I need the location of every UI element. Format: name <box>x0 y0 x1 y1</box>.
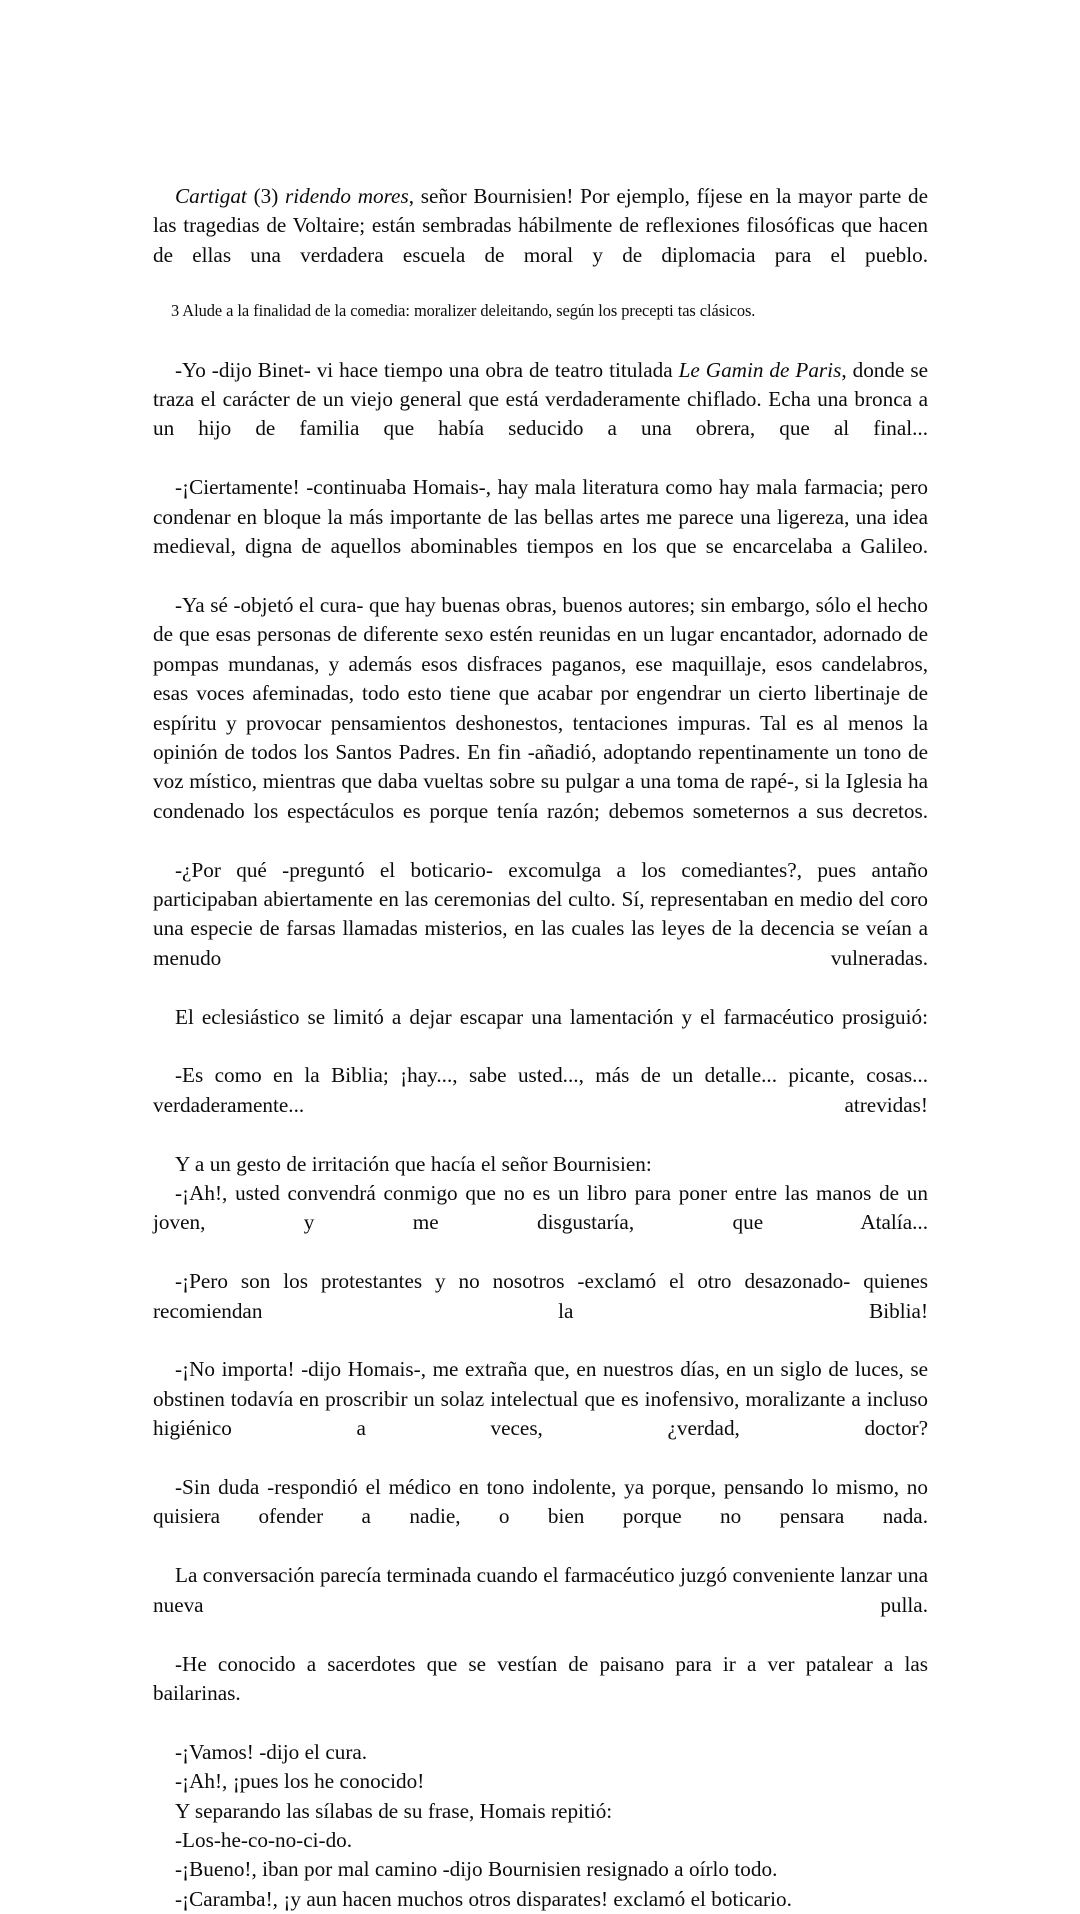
inline-roman-footnote-marker: (3) <box>246 184 286 208</box>
paragraph-no-importa: -¡No importa! -dijo Homais-, me extraña que, en nuestros días, en un siglo de luces, se obstinen todavía en proscribir un solaz intelectual que es inofensivo, moralizante a incluso higiénico a veces, ¿verdad, doctor? <box>153 1357 928 1441</box>
text-column <box>153 182 928 1914</box>
footnote-3: 3 Alude a la finalidad de la comedia: moralizer deleitando, según los precepti tas clásicos. <box>171 300 756 320</box>
paragraph-eclesiastico: El eclesiástico se limitó a dejar escapar una lamentación y el farmacéutico prosiguió: <box>175 1004 928 1029</box>
paragraph-ciertamente: -¡Ciertamente! -continuaba Homais-, hay mala literatura como hay mala farmacia; pero condenar en bloque la más importante de las bellas artes me parece una ligereza, una idea medieval, digna de aquellos abominables tiempos en los que se encarcelaba a Galileo. <box>153 475 928 559</box>
paragraph-vamos: -¡Vamos! -dijo el cura. <box>175 1739 368 1764</box>
paragraph-cartigat <box>153 182 928 300</box>
paragraph-binet <box>153 356 928 474</box>
paragraph-conversacion: La conversación parecía terminada cuando el farmacéutico juzgó conveniente lanzar una nueva pulla. <box>153 1563 928 1617</box>
paragraph-los-he-conocido: -Los-he-co-no-ci-do. <box>175 1827 353 1852</box>
inline-italic-ridendo-mores: ridendo mores <box>285 184 409 208</box>
paragraph-ya-se: -Ya sé -objetó el cura- que hay buenas obras, buenos autores; sin embargo, sólo el hecho de que esas personas de diferente sexo estén reunidas en un lugar encantador, adornado de pompas mundanas, y además esos disfraces paganos, ese maquillaje, esos candelabros, esas voces afeminadas, todo esto tiene que acabar por engendrar un cierto libertinaje de espíritu y provocar pensamientos deshonestos, tentaciones impuras. Tal es al menos la opinión de todos los Santos Padres. En fin -añadió, adoptando repentinamente un tono de voz místico, mientras que daba vueltas sobre su pulgar a una toma de rapé-, si la Iglesia ha condenado los espectáculos es porque tenía razón; debemos someternos a sus decretos. <box>153 592 928 823</box>
paragraph-por-que: -¿Por qué -preguntó el boticario- excomulga a los comediantes?, pues antaño participaban abiertamente en las ceremonias del culto. Sí, representaban en medio del coro una especie de farsas llamadas misterios, en las cuales las leyes de la decencia se veían a menudo vulneradas. <box>153 857 928 970</box>
inline-italic-le-gamin-de-paris: Le Gamin de Paris <box>678 357 842 382</box>
paragraph-sin-duda: -Sin duda -respondió el médico en tono indolente, ya porque, pensando lo mismo, no quisiera ofender a nadie, o bien porque no pensara nada. <box>153 1475 928 1529</box>
paragraph-gesto-irritacion: Y a un gesto de irritación que hacía el señor Bournisien: <box>175 1151 652 1176</box>
inline-roman-binet-rest: , donde se traza el carácter de un viejo general que está verdaderamente chiflado. Echa una bronca a un hijo de familia que había seducido a una obrera, que al final... <box>153 357 928 441</box>
paragraph-ah-convendra: -¡Ah!, usted convendrá conmigo que no es un libro para poner entre las manos de un joven, y me disgustaría, que Atalía... <box>153 1181 928 1235</box>
paragraph-protestantes: -¡Pero son los protestantes y no nosotros -exclamó el otro desazonado- quienes recomiendan la Biblia! <box>153 1269 928 1323</box>
inline-roman-binet-lead: -Yo -dijo Binet- vi hace tiempo una obra de teatro titulada <box>175 357 679 382</box>
paragraph-separando-silabas: Y separando las sílabas de su frase, Homais repitió: <box>175 1798 613 1823</box>
paragraph-sacerdotes: -He conocido a sacerdotes que se vestían de paisano para ir a ver patalear a las bailarinas. <box>153 1651 928 1705</box>
paragraph-bueno-mal-camino: -¡Bueno!, iban por mal camino -dijo Bournisien resignado a oírlo todo. <box>175 1857 778 1882</box>
inline-italic-cartigat: Cartigat <box>175 184 247 208</box>
paragraph-spacer <box>153 322 928 356</box>
paragraph-biblia-detalle: -Es como en la Biblia; ¡hay..., sabe usted..., más de un detalle... picante, cosas... verdaderamente... atrevidas! <box>153 1063 928 1117</box>
paragraph-ah-pues: -¡Ah!, ¡pues los he conocido! <box>175 1769 425 1794</box>
inline-roman-rest: , señor Bournisien! Por ejemplo, fíjese en la mayor parte de las tragedias de Voltaire; están sembradas hábilmente de reflexiones filosóficas que hacen de ellas una verdadera escuela de moral y de diplomacia para el pueblo. <box>153 184 929 267</box>
paragraph-caramba: -¡Caramba!, ¡y aun hacen muchos otros disparates! exclamó el boticario. <box>175 1886 792 1911</box>
